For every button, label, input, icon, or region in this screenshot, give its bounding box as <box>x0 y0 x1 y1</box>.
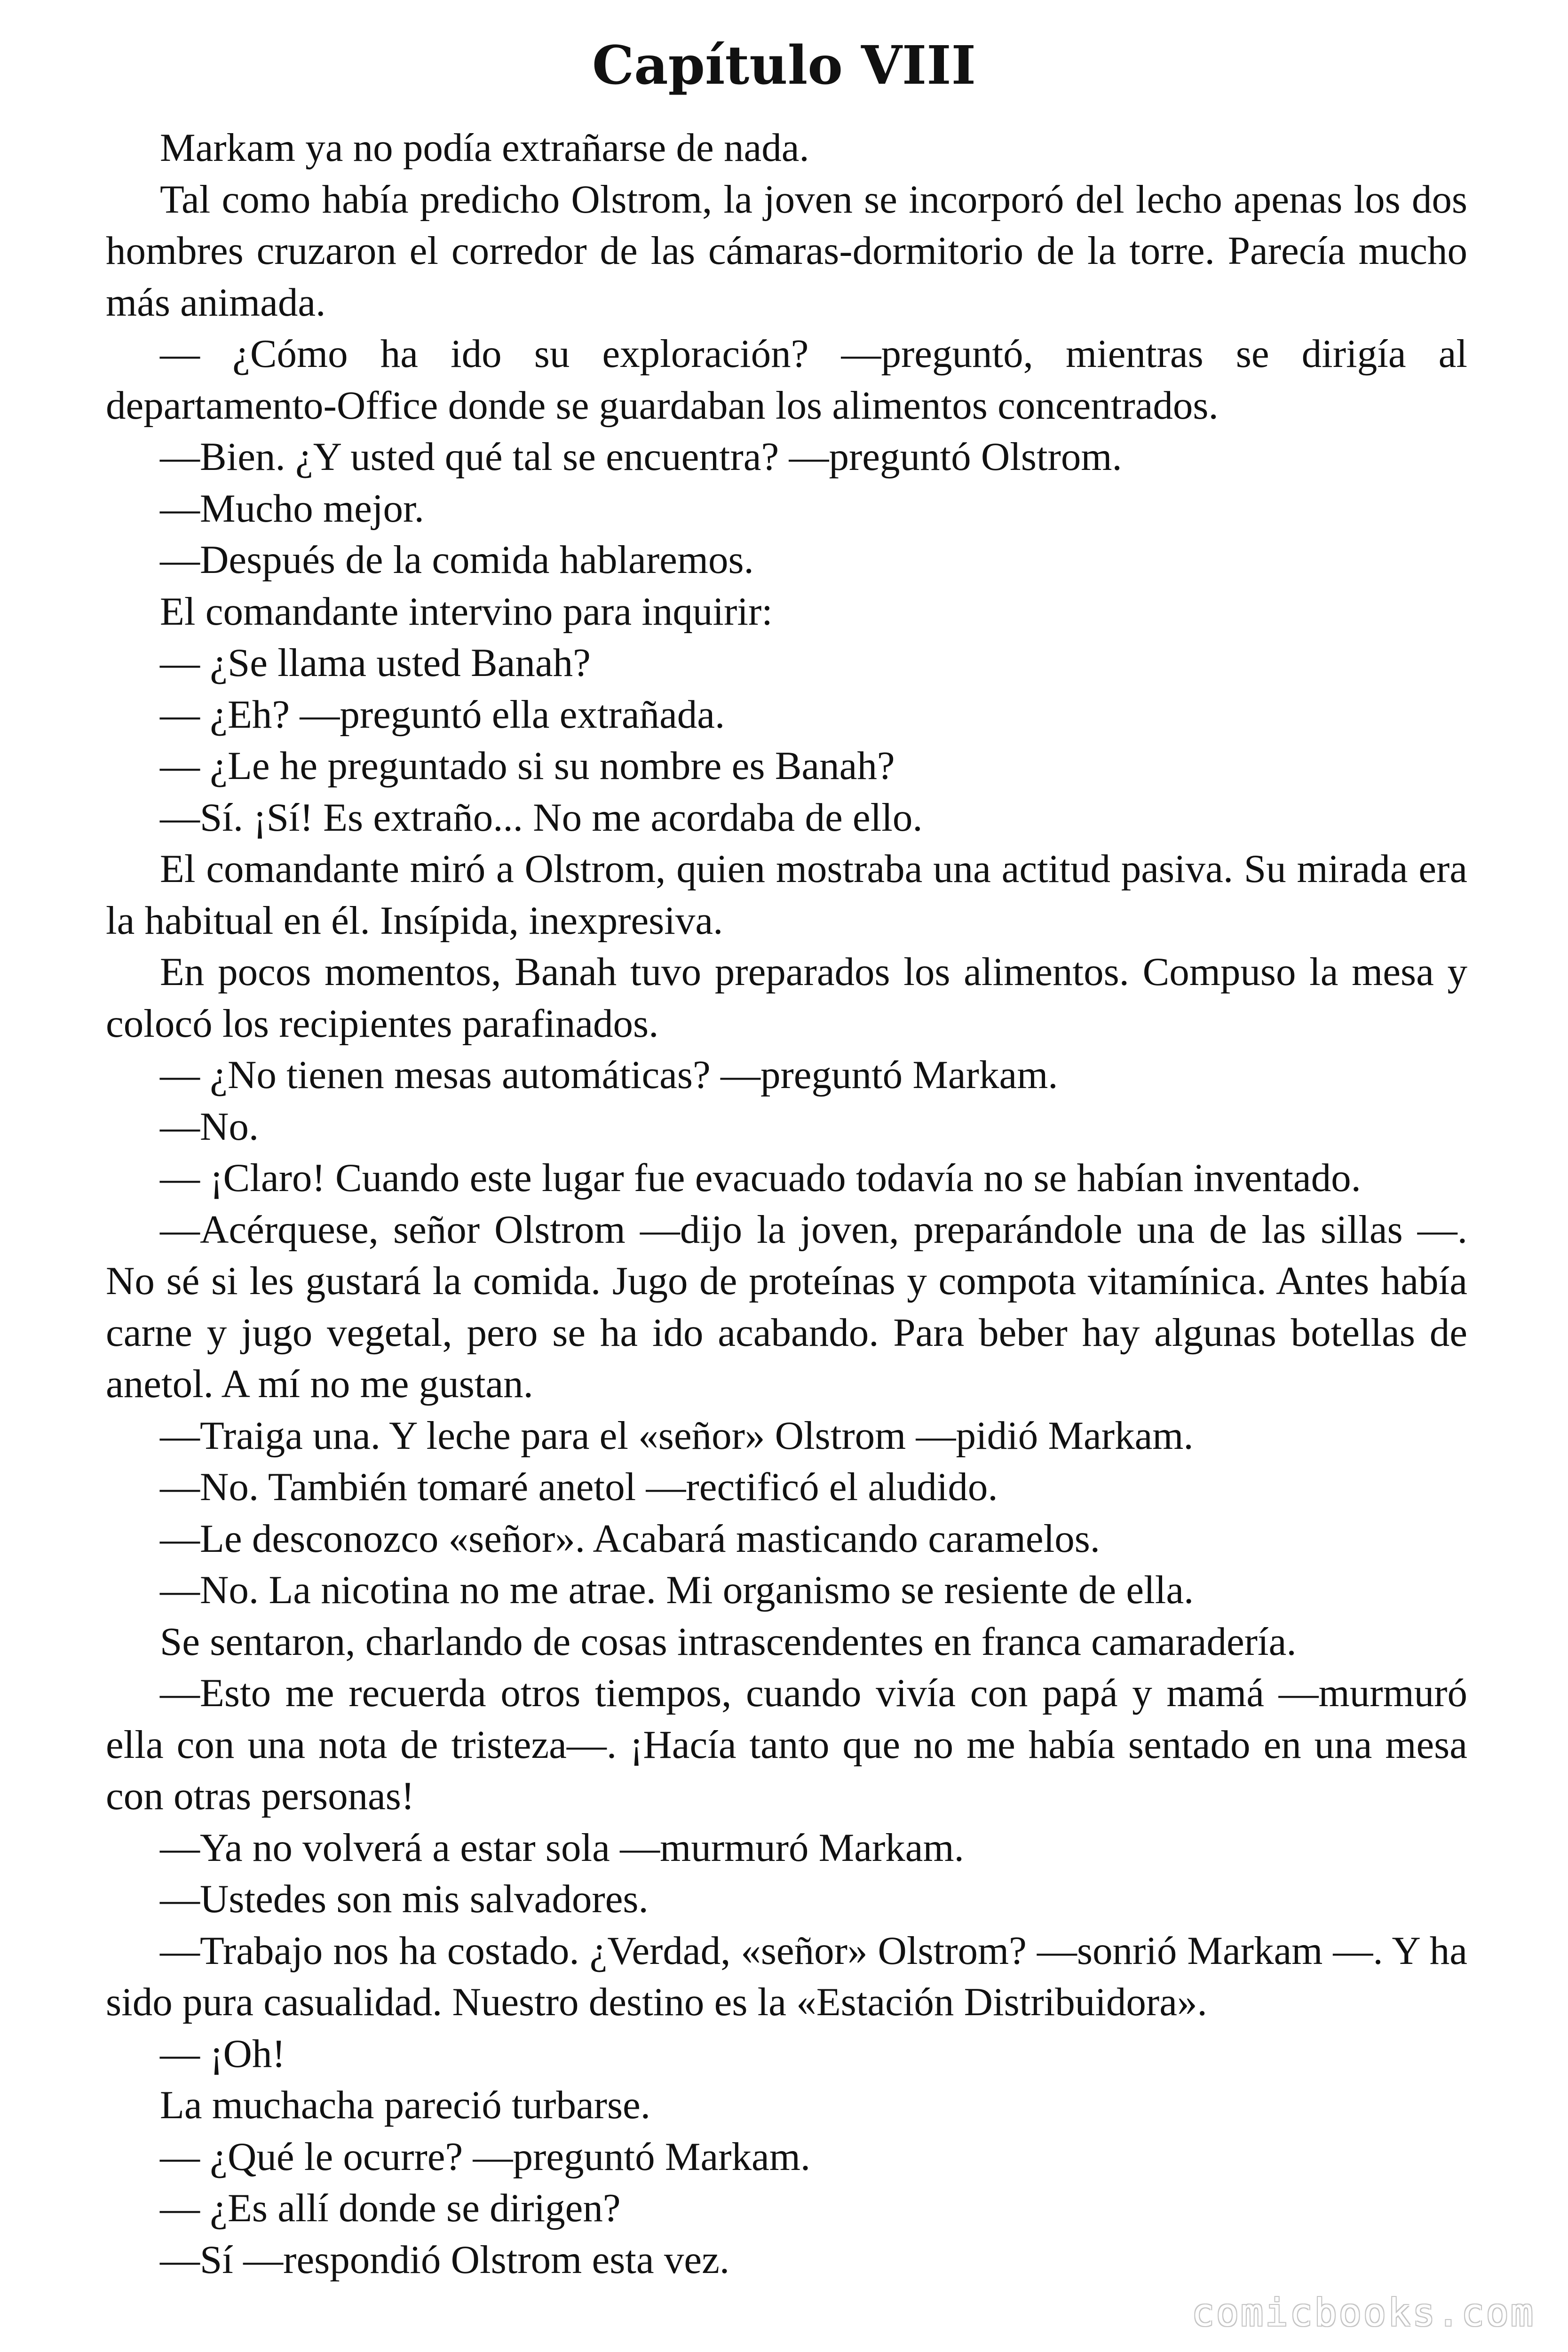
paragraph: —Bien. ¿Y usted qué tal se encuentra? —preguntó Olstrom. <box>160 435 1122 479</box>
paragraph: Se sentaron, charlando de cosas intrascendentes en franca camaradería. <box>160 1619 1297 1664</box>
paragraph: —Ya no volverá a estar sola —murmuró Markam. <box>160 1825 964 1870</box>
paragraph: — ¡Claro! Cuando este lugar fue evacuado todavía no se habían inventado. <box>160 1156 1361 1200</box>
paragraph: — ¿No tienen mesas automáticas? —preguntó Markam. <box>160 1053 1058 1097</box>
paragraph: —Sí —respondió Olstrom esta vez. <box>160 2237 730 2282</box>
paragraph: — ¡Oh! <box>160 2031 285 2076</box>
paragraph: —No. La nicotina no me atrae. Mi organismo se resiente de ella. <box>160 1568 1194 1612</box>
paragraph: —Ustedes son mis salvadores. <box>160 1877 649 1921</box>
paragraph: —Traiga una. Y leche para el «señor» Olstrom —pidió Markam. <box>160 1413 1194 1458</box>
paragraph: El comandante miró a Olstrom, quien mostraba una actitud pasiva. Su mirada era la habitual en él. Insípida, inexpresiva. <box>106 847 1467 943</box>
paragraph: — ¿Se llama usted Banah? <box>160 641 591 685</box>
paragraph: —Después de la comida hablaremos. <box>160 538 754 582</box>
paragraph: El comandante intervino para inquirir: <box>160 589 773 634</box>
paragraph: — ¿Eh? —preguntó ella extrañada. <box>160 692 725 737</box>
chapter-body <box>106 122 1467 2286</box>
paragraph: —Acérquese, señor Olstrom —dijo la joven, preparándole una de las sillas —. No sé si les gustará la comida. Jugo de proteínas y compota vitamínica. Antes había carne y jugo vegetal, pero se ha ido acabando. Para beber hay algunas botellas de anetol. A mí no me gustan. <box>106 1207 1467 1406</box>
paragraph: — ¿Le he preguntado si su nombre es Banah? <box>160 744 895 788</box>
paragraph: En pocos momentos, Banah tuvo preparados los alimentos. Compuso la mesa y colocó los recipientes parafinados. <box>106 950 1467 1046</box>
paragraph: —Trabajo nos ha costado. ¿Verdad, «señor» Olstrom? —sonrió Markam —. Y ha sido pura casualidad. Nuestro destino es la «Estación Distribuidora». <box>106 1928 1467 2024</box>
chapter-title: Capítulo VIII <box>592 35 976 96</box>
paragraph: —Esto me recuerda otros tiempos, cuando vivía con papá y mamá —murmuró ella con una nota de tristeza—. ¡Hacía tanto que no me había sentado en una mesa con otras personas! <box>106 1671 1467 1818</box>
paragraph: —Mucho mejor. <box>160 486 424 531</box>
paragraph: —No. <box>160 1104 259 1149</box>
paragraph: — ¿Es allí donde se dirigen? <box>160 2186 621 2230</box>
paragraph: —Le desconozco «señor». Acabará masticando caramelos. <box>160 1516 1101 1561</box>
paragraph: Markam ya no podía extrañarse de nada. <box>160 126 809 170</box>
paragraph: —No. También tomaré anetol —rectificó el aludido. <box>160 1465 998 1509</box>
paragraph: — ¿Cómo ha ido su exploración? —preguntó, mientras se dirigía al departamento-Office donde se guardaban los alimentos concentrados. <box>106 332 1467 428</box>
paragraph: Tal como había predicho Olstrom, la joven se incorporó del lecho apenas los dos hombres cruzaron el corredor de las cámaras-dormitorio de la torre. Parecía mucho más animada. <box>106 177 1467 325</box>
paragraph: — ¿Qué le ocurre? —preguntó Markam. <box>160 2134 811 2179</box>
paragraph: —Sí. ¡Sí! Es extraño... No me acordaba de ello. <box>160 795 923 840</box>
watermark: comicbooks.com <box>1191 2291 1535 2335</box>
paragraph: La muchacha pareció turbarse. <box>160 2083 651 2127</box>
